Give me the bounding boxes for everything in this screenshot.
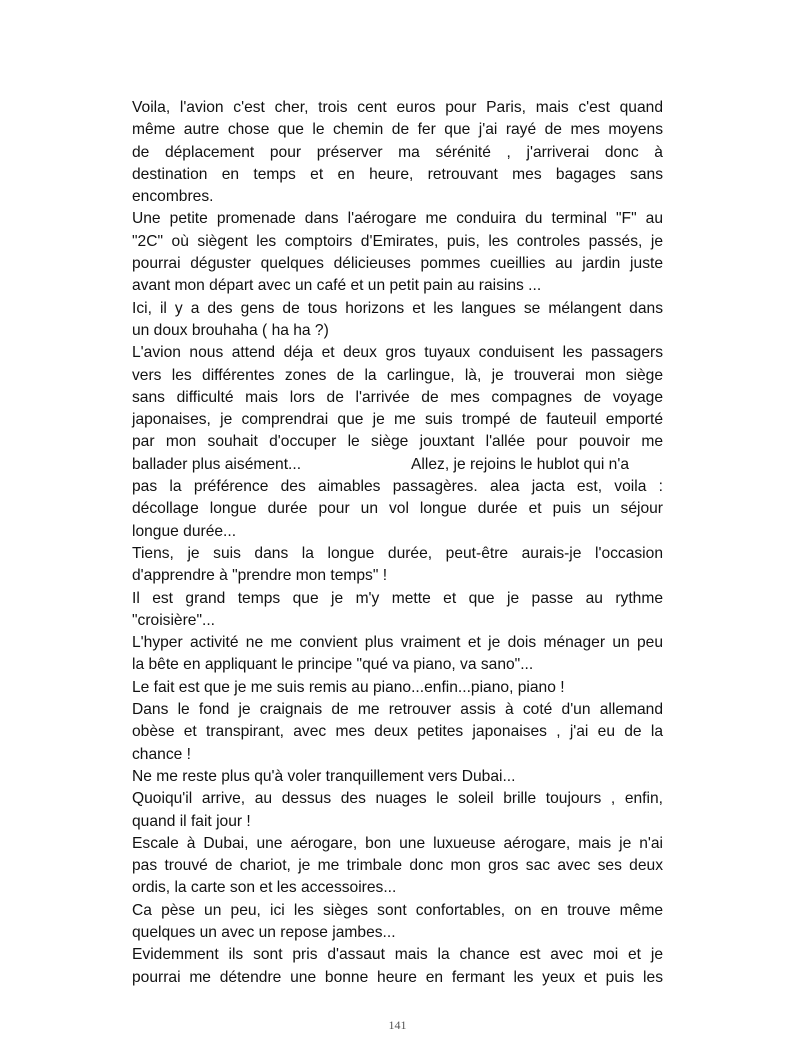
text-line: Escale à Dubai, une aérogare, bon une luxueuse aérogare, mais je n'ai bbox=[132, 834, 663, 852]
paragraph-3 bbox=[132, 298, 663, 343]
paragraph-2 bbox=[132, 208, 663, 297]
text-line-last: Le fait est que je me suis remis au piano...enfin...piano, piano ! bbox=[132, 678, 565, 696]
text-line-last: quelques un avec un repose jambes... bbox=[132, 923, 396, 941]
text-line-split bbox=[132, 454, 663, 476]
paragraph-7 bbox=[132, 632, 663, 677]
text-line: sans difficulté mais lors de l'arrivée de mes compagnes de voyage bbox=[132, 388, 663, 406]
paragraph-6 bbox=[132, 588, 663, 633]
text-line-last: longue durée... bbox=[132, 522, 237, 540]
paragraph-4 bbox=[132, 342, 663, 543]
body-text bbox=[132, 97, 663, 989]
paragraph-1 bbox=[132, 97, 663, 208]
text-line: obèse et transpirant, avec mes deux petites japonaises , j'ai eu de la bbox=[132, 723, 663, 741]
page-number: 141 bbox=[388, 1018, 407, 1032]
text-line: Dans le fond je craignais de me retrouver assis à coté d'un allemand bbox=[132, 701, 663, 719]
text-line-last: "croisière"... bbox=[132, 611, 215, 629]
text-line: pourrai me détendre une bonne heure en fermant les yeux et puis les bbox=[132, 968, 663, 986]
paragraph-12 bbox=[132, 833, 663, 900]
paragraph-5 bbox=[132, 543, 663, 588]
text-line: pas trouvé de chariot, je me trimbale donc mon gros sac avec ses deux bbox=[132, 857, 663, 875]
text-line-last: un doux brouhaha ( ha ha ?) bbox=[132, 321, 329, 339]
text-line: "2C" où siègent les comptoirs d'Emirates, puis, les controles passés, je bbox=[132, 232, 663, 250]
text-line: décollage longue durée pour un vol longue durée et puis un séjour bbox=[132, 500, 663, 518]
text-line-last: Ne me reste plus qu'à voler tranquillement vers Dubai... bbox=[132, 767, 516, 785]
text-line-last: quand il fait jour ! bbox=[132, 812, 251, 830]
text-line: L'hyper activité ne me convient plus vraiment et je dois ménager un peu bbox=[132, 634, 663, 652]
text-line: Quoiqu'il arrive, au dessus des nuages le soleil brille toujours , enfin, bbox=[132, 790, 663, 808]
text-line: L'avion nous attend déja et deux gros tuyaux conduisent les passagers bbox=[132, 344, 663, 362]
text-line-last: ordis, la carte son et les accessoires... bbox=[132, 879, 397, 897]
text-line-last: la bête en appliquant le principe "qué va piano, va sano"... bbox=[132, 656, 534, 674]
text-line-split-right: Allez, je rejoins le hublot qui n'a bbox=[411, 455, 629, 473]
paragraph-8 bbox=[132, 677, 663, 699]
text-line: Ca pèse un peu, ici les sièges sont confortables, on en trouve même bbox=[132, 901, 663, 919]
text-line-last: d'apprendre à "prendre mon temps" ! bbox=[132, 567, 388, 585]
text-line: pas la préférence des aimables passagères. alea jacta est, voila : bbox=[132, 478, 663, 496]
text-line: vers les différentes zones de la carlingue, là, je trouverai mon siège bbox=[132, 366, 663, 384]
paragraph-14 bbox=[132, 944, 663, 989]
text-line: par mon souhait d'occuper le siège jouxtant l'allée pour pouvoir me bbox=[132, 433, 663, 451]
text-line-last: avant mon départ avec un café et un petit pain au raisins ... bbox=[132, 277, 542, 295]
paragraph-9 bbox=[132, 699, 663, 766]
text-line-last: encombres. bbox=[132, 188, 214, 206]
text-line: Une petite promenade dans l'aérogare me conduira du terminal "F" au bbox=[132, 210, 663, 228]
paragraph-10 bbox=[132, 766, 663, 788]
text-line: Ici, il y a des gens de tous horizons et les langues se mélangent dans bbox=[132, 299, 663, 317]
text-line: de déplacement pour préserver ma sérénité , j'arriverai donc à bbox=[132, 143, 663, 161]
text-line: Evidemment ils sont pris d'assaut mais la chance est avec moi et je bbox=[132, 946, 663, 964]
text-line: même autre chose que le chemin de fer que j'ai rayé de mes moyens bbox=[132, 121, 663, 139]
text-line: destination en temps et en heure, retrouvant mes bagages sans bbox=[132, 165, 663, 183]
text-line: pourrai déguster quelques délicieuses pommes cueillies au jardin juste bbox=[132, 255, 663, 273]
text-line: japonaises, je comprendrai que je me suis trompé de fauteuil emporté bbox=[132, 411, 663, 429]
paragraph-11 bbox=[132, 788, 663, 833]
text-line: Tiens, je suis dans la longue durée, peut-être aurais-je l'occasion bbox=[132, 544, 663, 562]
text-line-split-left: ballader plus aisément... bbox=[132, 455, 302, 473]
text-line: Il est grand temps que je m'y mette et que je passe au rythme bbox=[132, 589, 663, 607]
paragraph-13 bbox=[132, 900, 663, 945]
text-line-last: chance ! bbox=[132, 745, 191, 763]
text-line: Voila, l'avion c'est cher, trois cent euros pour Paris, mais c'est quand bbox=[132, 99, 663, 116]
